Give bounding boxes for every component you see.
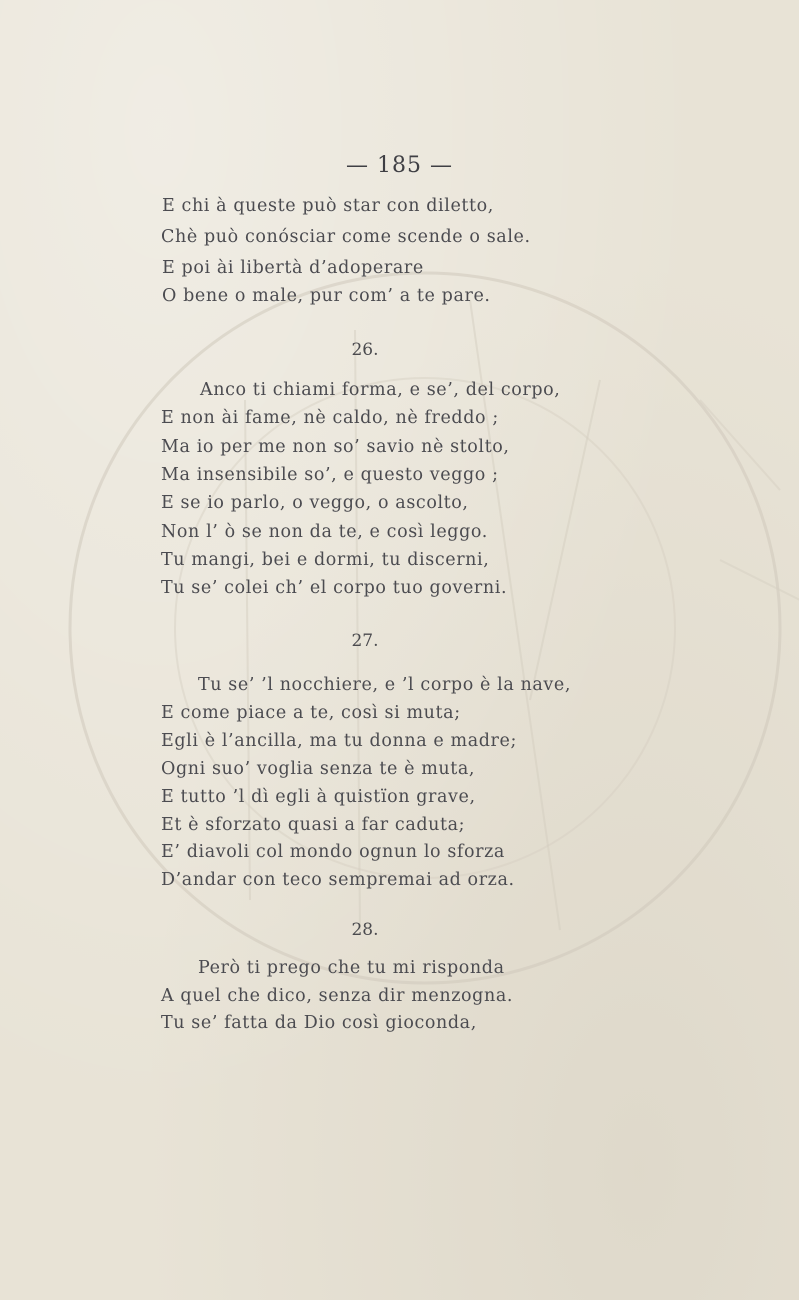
- verse-line: E come piace a te, così si muta;: [161, 703, 461, 723]
- verse-line: Tu mangi, bei e dormi, tu discerni,: [161, 550, 490, 570]
- intro-line: O bene o male, pur com’ a te pare.: [162, 286, 491, 306]
- stanza-number: 26.: [351, 340, 379, 360]
- verse-line: Ogni suo’ voglia senza te è muta,: [161, 759, 476, 779]
- intro-line: Chè può conósciar come scende o sale.: [161, 227, 531, 247]
- intro-line: E chi à queste può star con diletto,: [162, 196, 494, 216]
- intro-line: E poi ài libertà d’adoperare: [162, 258, 424, 278]
- verse-line: Tu se’ colei ch’ el corpo tuo governi.: [161, 578, 508, 598]
- verse-line: E non ài fame, nè caldo, nè freddo ;: [161, 408, 499, 428]
- verse-line: Et è sforzato quasi a far caduta;: [161, 815, 466, 835]
- verse-line: Egli è l’ancilla, ma tu donna e madre;: [161, 731, 517, 751]
- stanza-number: 28.: [351, 920, 379, 940]
- verse-line: Ma insensibile so’, e questo veggo ;: [161, 465, 499, 485]
- verse-line: Tu se’ ’l nocchiere, e ’l corpo è la nave,: [198, 675, 572, 695]
- verse-line: E tutto ’l dì egli à quistïon grave,: [161, 787, 476, 807]
- verse-line: E’ diavoli col mondo ognun lo sforza: [161, 842, 505, 862]
- verse-line: D’andar con teco sempremai ad orza.: [161, 870, 515, 890]
- verse-line: Anco ti chiami forma, e se’, del corpo,: [200, 380, 561, 400]
- verse-line: Però ti prego che tu mi risponda: [198, 958, 505, 978]
- verse-line: Tu se’ fatta da Dio così gioconda,: [161, 1013, 477, 1033]
- verse-line: Ma io per me non so’ savio nè stolto,: [161, 437, 510, 457]
- verse-line: Non l’ ò se non da te, e così leggo.: [161, 522, 488, 542]
- verse-line: E se io parlo, o veggo, o ascolto,: [161, 493, 469, 513]
- page-number: — 185 —: [346, 153, 453, 178]
- stanza-number: 27.: [351, 631, 379, 651]
- verse-line: A quel che dico, senza dir menzogna.: [161, 986, 514, 1006]
